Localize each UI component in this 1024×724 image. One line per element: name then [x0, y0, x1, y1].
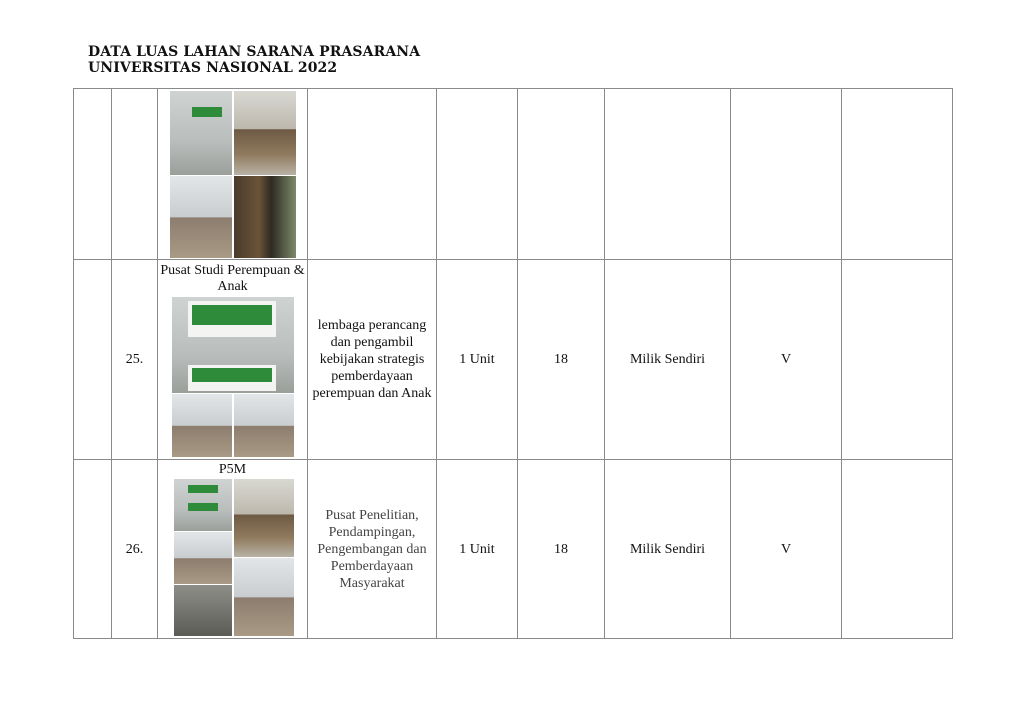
facility-photo [170, 91, 232, 175]
check-cell: V [731, 460, 842, 639]
area-cell: 18 [518, 260, 605, 460]
quantity-cell: 1 Unit [437, 460, 518, 639]
facility-photo [174, 479, 232, 531]
ownership-cell: Milik Sendiri [605, 460, 731, 639]
facility-photo [172, 394, 232, 457]
table-row [74, 89, 953, 260]
facility-photo [170, 176, 232, 258]
photo-title: Pusat Studi Perempuan & Anak [160, 262, 305, 294]
area-cell: 18 [518, 460, 605, 639]
notes-cell [842, 460, 953, 639]
description-cell: Pusat Penelitian, Pendampingan, Pengembangan dan Pemberdayaan Masyarakat [308, 460, 437, 639]
photo-cell [158, 260, 308, 460]
table-row [74, 260, 953, 460]
table-row [74, 460, 953, 639]
facility-photo [234, 394, 294, 457]
facility-table [73, 88, 953, 639]
check-cell: V [731, 260, 842, 460]
check-cell [731, 89, 842, 260]
facility-photo [172, 297, 294, 393]
facility-photo [234, 176, 296, 258]
notes-cell [842, 89, 953, 260]
photo-cell [158, 460, 308, 639]
quantity-cell [437, 89, 518, 260]
quantity-cell: 1 Unit [437, 260, 518, 460]
title-line-2: UNIVERSITAS NASIONAL 2022 [88, 60, 338, 76]
title-line-1: DATA LUAS LAHAN SARANA PRASARANA [88, 44, 421, 60]
facility-photo [234, 558, 294, 636]
index-cell [74, 89, 112, 260]
photo-cell [158, 89, 308, 260]
description-cell: lembaga perancang dan pengambil kebijakan strategis pemberdayaan perempuan dan Anak [308, 260, 437, 460]
ownership-cell: Milik Sendiri [605, 260, 731, 460]
number-cell [112, 89, 158, 260]
facility-photo [234, 91, 296, 175]
facility-photo [234, 479, 294, 557]
facility-photo [174, 585, 232, 636]
area-cell [518, 89, 605, 260]
notes-cell [842, 260, 953, 460]
index-cell [74, 460, 112, 639]
ownership-cell [605, 89, 731, 260]
index-cell [74, 260, 112, 460]
facility-photo [174, 532, 232, 584]
photo-title: P5M [218, 462, 247, 477]
document-title [88, 44, 420, 76]
description-cell [308, 89, 437, 260]
number-cell: 26. [112, 460, 158, 639]
number-cell: 25. [112, 260, 158, 460]
